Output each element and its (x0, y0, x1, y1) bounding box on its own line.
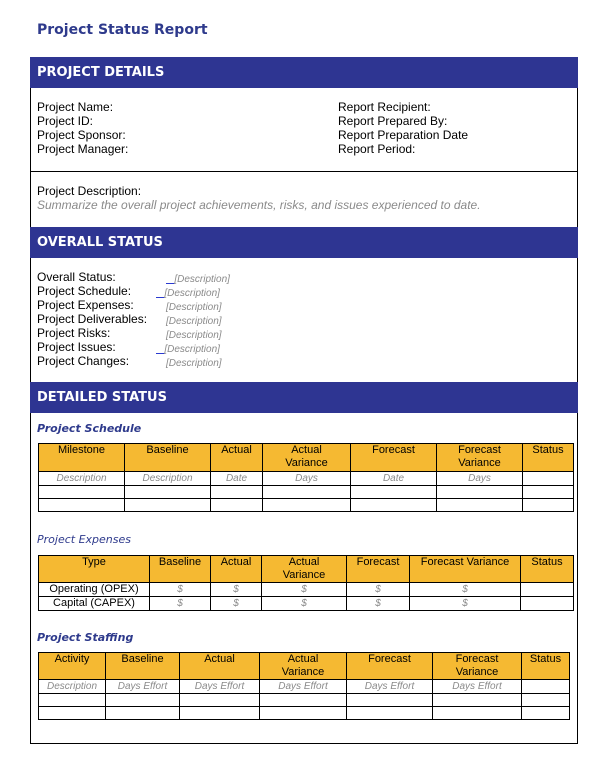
header-cell: Actual Variance (263, 444, 351, 472)
table-cell[interactable] (523, 472, 574, 486)
table-cell[interactable]: $ (262, 583, 347, 597)
field-project-id: Project ID: (37, 114, 94, 128)
table-row (39, 707, 570, 720)
project-description-label: Project Description: (37, 184, 142, 198)
table-cell[interactable] (521, 583, 574, 597)
table-cell[interactable]: Days Effort (347, 680, 433, 694)
table-cell[interactable] (39, 499, 125, 512)
header-cell: Forecast (347, 556, 410, 583)
table-row (39, 499, 574, 512)
table-cell[interactable]: Description (39, 472, 125, 486)
status-label-expenses: Project Expenses: (37, 298, 134, 312)
header-cell: Type (39, 556, 150, 583)
status-label-risks: Project Risks: (37, 326, 111, 340)
table-row (39, 694, 570, 707)
header-cell: Forecast (347, 653, 433, 680)
table-cell[interactable] (522, 707, 570, 720)
header-cell: Forecast Variance (433, 653, 522, 680)
table-cell[interactable] (125, 486, 211, 499)
table-header-row (39, 556, 574, 583)
table-cell[interactable]: Operating (OPEX) (39, 583, 150, 597)
table-cell[interactable] (433, 707, 522, 720)
project-details-header: PROJECT DETAILS (30, 57, 578, 88)
header-cell: Baseline (106, 653, 180, 680)
header-cell: Actual (180, 653, 260, 680)
table-cell[interactable] (260, 707, 347, 720)
field-project-sponsor: Project Sponsor: (37, 128, 126, 142)
header-cell: Baseline (125, 444, 211, 472)
table-cell[interactable] (351, 486, 437, 499)
expenses-table (38, 555, 574, 611)
table-cell[interactable] (39, 694, 106, 707)
header-cell: Actual Variance (262, 556, 347, 583)
table-cell[interactable] (211, 499, 263, 512)
header-cell: Actual (211, 556, 262, 583)
table-row (39, 583, 574, 597)
expenses-subheading: Project Expenses (37, 533, 131, 546)
table-cell[interactable]: Description (125, 472, 211, 486)
table-cell[interactable]: Days Effort (433, 680, 522, 694)
status-value-schedule[interactable]: [Description] (164, 288, 220, 299)
staffing-subheading: Project Staffing (37, 631, 134, 644)
table-cell[interactable]: $ (347, 597, 410, 611)
table-cell[interactable] (125, 499, 211, 512)
header-cell: Activity (39, 653, 106, 680)
table-cell[interactable]: Description (39, 680, 106, 694)
table-cell[interactable]: $ (410, 583, 521, 597)
table-row (39, 597, 574, 611)
table-cell[interactable] (106, 694, 180, 707)
table-cell[interactable]: $ (410, 597, 521, 611)
table-cell[interactable]: Capital (CAPEX) (39, 597, 150, 611)
status-label-overall: Overall Status: (37, 270, 116, 284)
table-cell[interactable]: $ (211, 583, 262, 597)
table-cell[interactable]: $ (347, 583, 410, 597)
status-value-risks[interactable]: [Description] (166, 330, 222, 341)
table-cell[interactable]: Days Effort (106, 680, 180, 694)
status-label-changes: Project Changes: (37, 354, 130, 368)
header-cell: Baseline (150, 556, 211, 583)
header-cell: Milestone (39, 444, 125, 472)
table-cell[interactable] (522, 680, 570, 694)
table-cell[interactable]: $ (211, 597, 262, 611)
field-project-manager: Project Manager: (37, 142, 129, 156)
table-cell[interactable] (437, 486, 523, 499)
page-title: Project Status Report (37, 22, 208, 38)
header-cell: Forecast Variance (437, 444, 523, 472)
staffing-table (38, 652, 570, 720)
status-label-deliverables: Project Deliverables: (37, 312, 148, 326)
table-cell[interactable]: $ (262, 597, 347, 611)
field-project-name: Project Name: (37, 100, 114, 114)
header-cell: Forecast (351, 444, 437, 472)
table-row (39, 486, 574, 499)
table-cell[interactable]: Days (263, 472, 351, 486)
table-cell[interactable]: $ (150, 597, 211, 611)
table-cell[interactable] (347, 707, 433, 720)
table-cell[interactable] (180, 694, 260, 707)
header-cell: Status (522, 653, 570, 680)
table-cell[interactable] (433, 694, 522, 707)
header-cell: Forecast Variance (410, 556, 521, 583)
table-cell[interactable] (523, 499, 574, 512)
table-cell[interactable]: Days (437, 472, 523, 486)
header-cell: Actual (211, 444, 263, 472)
table-cell[interactable] (347, 694, 433, 707)
table-cell[interactable]: Date (351, 472, 437, 486)
status-value-overall[interactable]: [Description] (174, 274, 230, 285)
table-cell[interactable] (351, 499, 437, 512)
table-cell[interactable]: $ (150, 583, 211, 597)
status-value-deliverables[interactable]: [Description] (166, 316, 222, 327)
table-row (39, 680, 570, 694)
table-cell[interactable] (211, 486, 263, 499)
table-cell[interactable] (522, 694, 570, 707)
table-cell[interactable]: Days Effort (180, 680, 260, 694)
table-cell[interactable] (106, 707, 180, 720)
status-value-issues[interactable]: [Description] (164, 344, 220, 355)
table-cell[interactable] (39, 486, 125, 499)
header-cell: Status (523, 444, 574, 472)
table-cell[interactable] (263, 499, 351, 512)
field-report-period: Report Period: (338, 142, 416, 156)
status-value-changes[interactable]: [Description] (166, 358, 222, 369)
table-cell[interactable] (523, 486, 574, 499)
divider (30, 171, 578, 172)
table-row (39, 472, 574, 486)
header-cell: Actual Variance (260, 653, 347, 680)
table-cell[interactable] (437, 499, 523, 512)
table-cell[interactable] (521, 597, 574, 611)
header-cell: Status (521, 556, 574, 583)
field-report-preparation-date: Report Preparation Date (338, 128, 469, 142)
field-report-recipient: Report Recipient: (338, 100, 431, 114)
schedule-table (38, 443, 574, 512)
table-cell[interactable] (260, 694, 347, 707)
schedule-subheading: Project Schedule (37, 422, 142, 435)
field-report-prepared-by: Report Prepared By: (338, 114, 448, 128)
table-cell[interactable] (263, 486, 351, 499)
table-cell[interactable]: Days Effort (260, 680, 347, 694)
table-header-row (39, 444, 574, 472)
status-label-issues: Project Issues: (37, 340, 116, 354)
status-value-expenses[interactable]: [Description] (166, 302, 222, 313)
detailed-status-header: DETAILED STATUS (30, 382, 578, 413)
table-cell[interactable] (39, 707, 106, 720)
table-header-row (39, 653, 570, 680)
overall-status-header: OVERALL STATUS (30, 227, 578, 258)
table-cell[interactable]: Date (211, 472, 263, 486)
table-cell[interactable] (180, 707, 260, 720)
project-description-hint: Summarize the overall project achievements, risks, and issues experienced to date. (37, 198, 481, 212)
status-label-schedule: Project Schedule: (37, 284, 132, 298)
